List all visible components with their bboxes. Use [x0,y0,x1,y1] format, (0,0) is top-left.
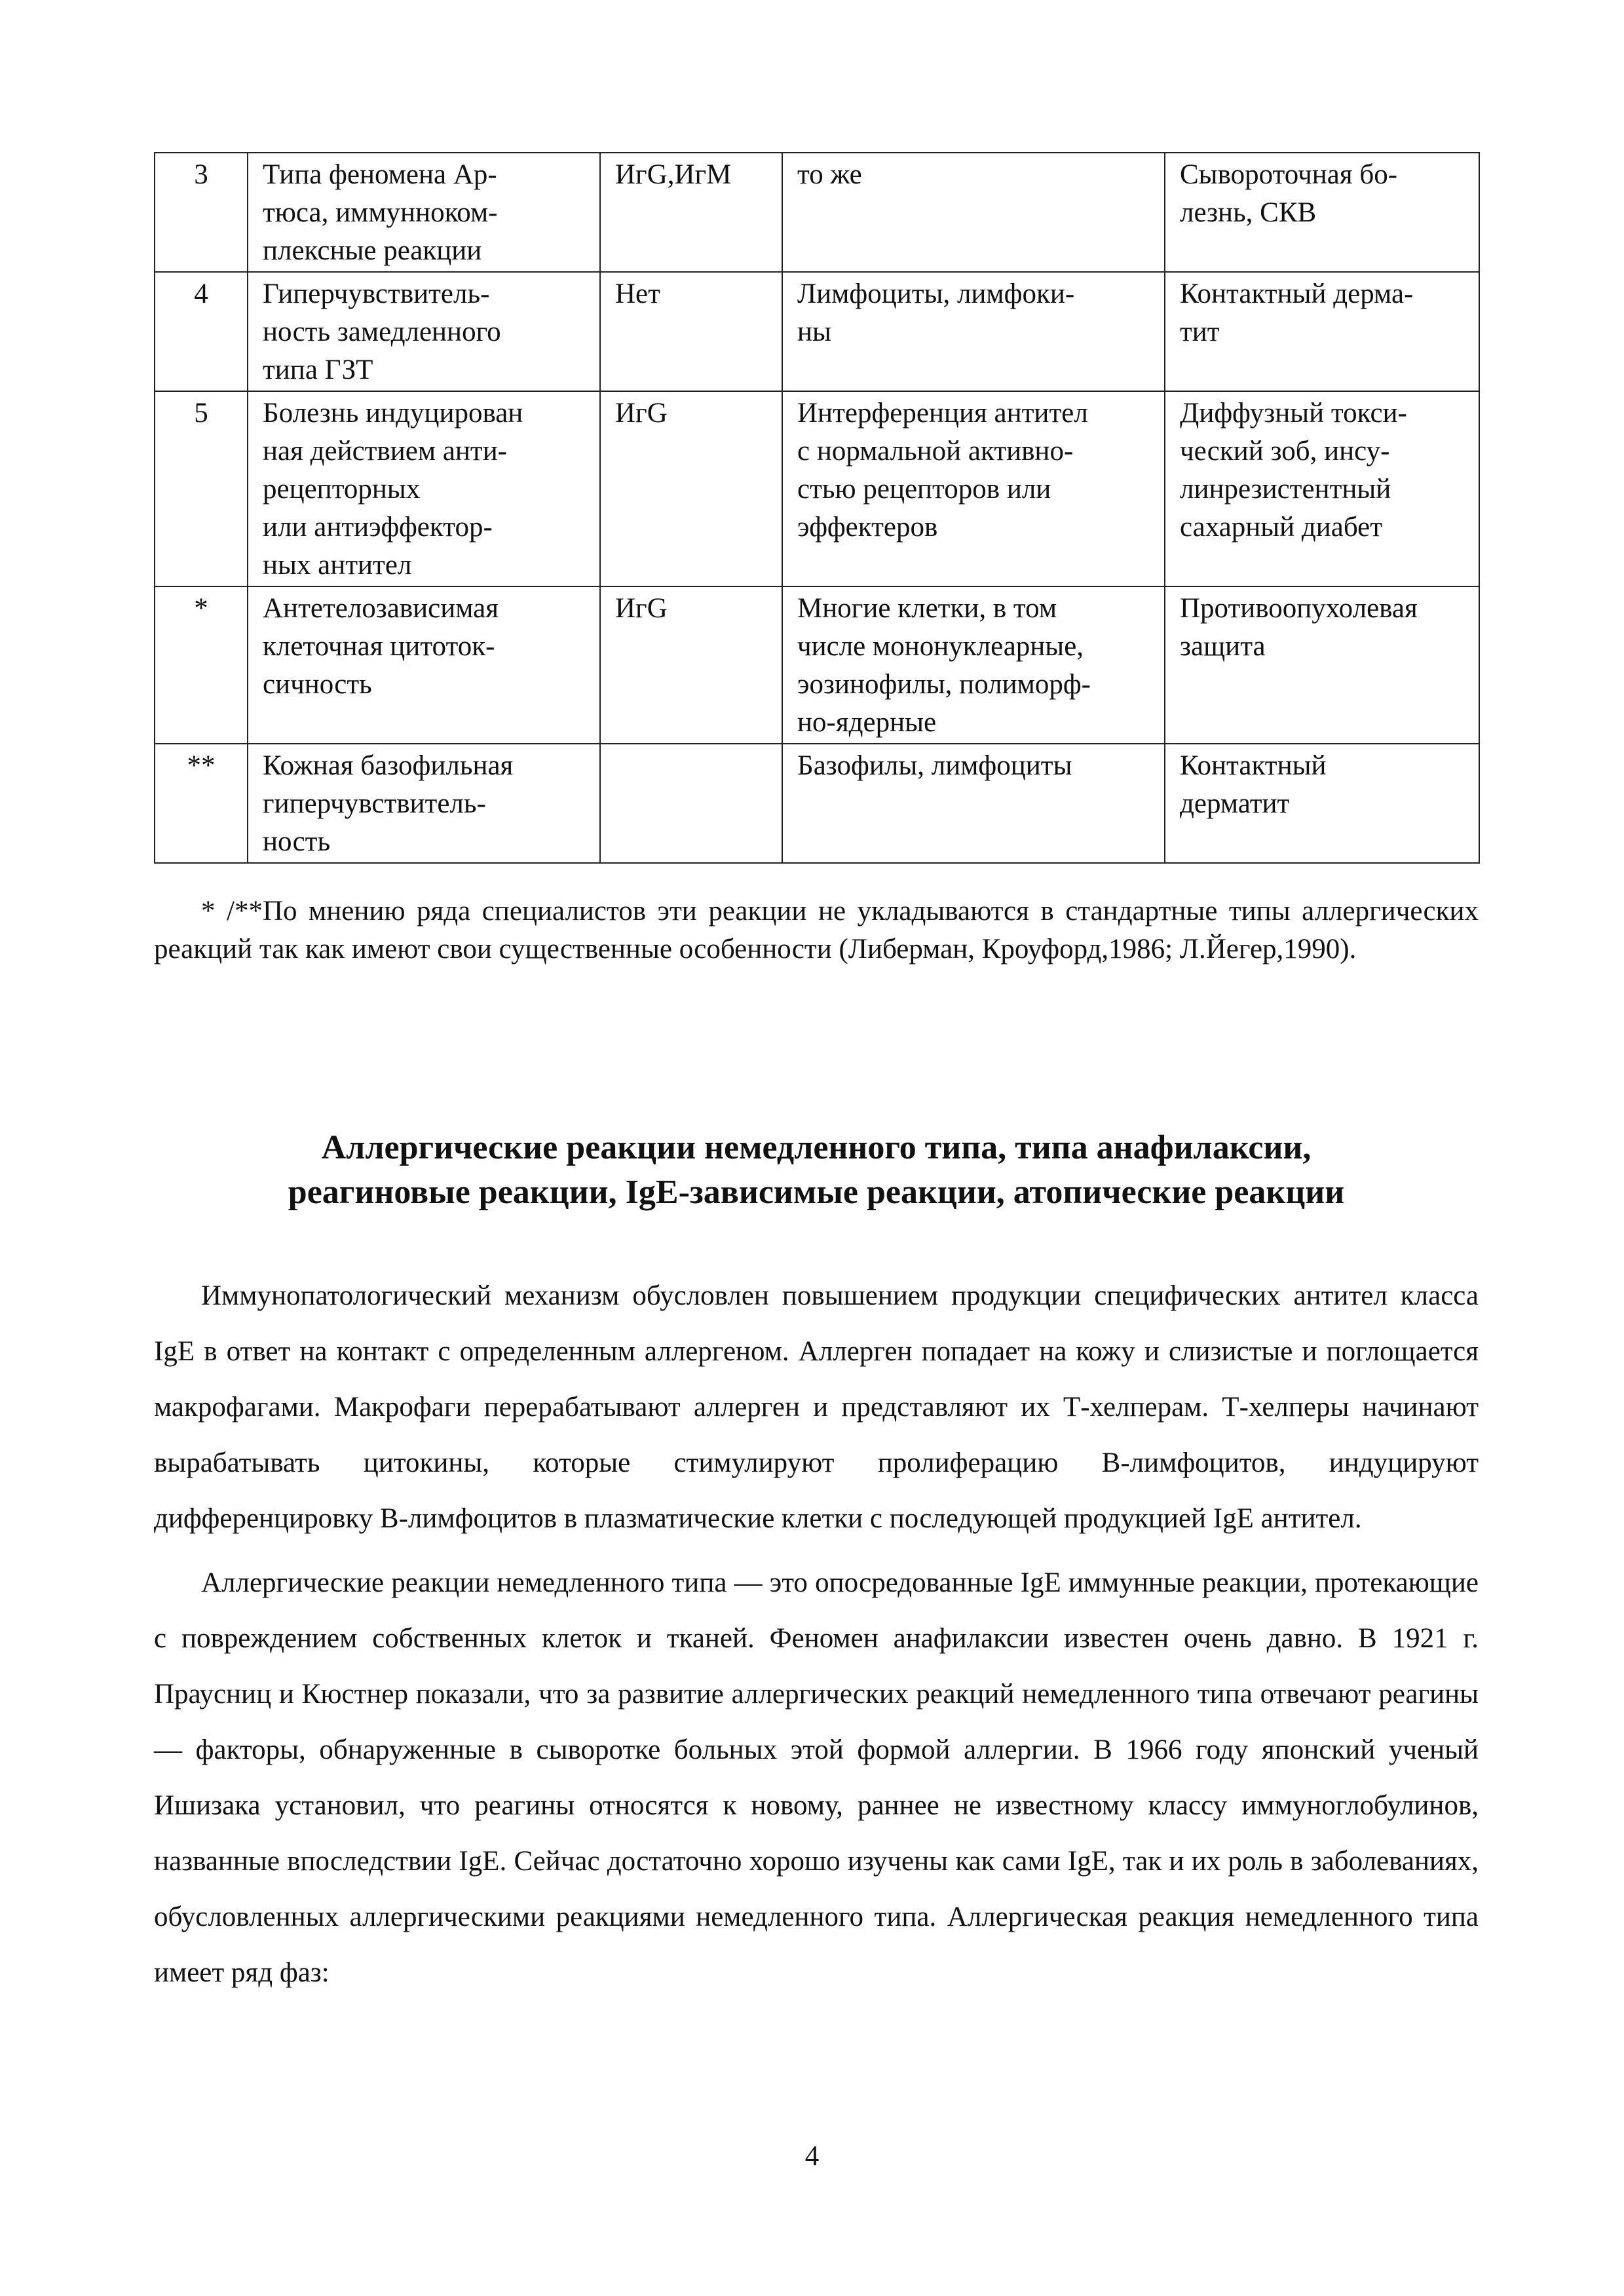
reaction-type-cell: Типа феномена Ар- тюса, иммунноком- плексные реакции [248,153,600,272]
antibody-cell: ИгG,ИгМ [600,153,782,272]
allergy-types-table-container [154,152,1479,864]
table-row [155,391,1479,586]
mechanism-cell: Интерференция антител с нормальной активно- стью рецепторов или эффектеров [782,391,1165,586]
paragraph: Иммунопатологический механизм обусловлен повышением продукции специфических антител класса IgE в ответ на контакт с определенным аллергеном. Аллерген попадает на кожу и слизистые и поглощается макрофагами. Макрофаги перерабатывают аллерген и представляют их Т-хелперам. Т-хелперы начинают вырабатывать цитокины, которые стимулируют пролиферацию В-лимфоцитов, индуцируют дифференцировку В-лимфоцитов в плазматические клетки с последующей продукцией IgE антител. [154,1280,1479,1534]
clinical-examples-cell: Контактный дерматит [1165,744,1479,863]
antibody-cell: Нет [600,272,782,391]
clinical-examples-cell: Диффузный токси- ческий зоб, инсу- линрезистентный сахарный диабет [1165,391,1479,586]
clinical-examples-cell: Контактный дерма- тит [1165,272,1479,391]
clinical-examples-cell: Сывороточная бо- лезнь, СКВ [1165,153,1479,272]
mechanism-cell: Лимфоциты, лимфоки- ны [782,272,1165,391]
section-title: Аллергические реакции немедленного типа, типа анафилаксии, реагиновые реакции, IgE-зависимые реакции, атопические реакции [288,1129,1345,1211]
mechanism-cell: Многие клетки, в том числе мононуклеарные, эозинофилы, полиморф- но-ядерные [782,586,1165,744]
allergy-types-table [154,152,1480,864]
page-number: 4 [804,2141,820,2172]
reaction-type-cell: Антетелозависимая клеточная цитоток- сичность [248,586,600,744]
table-row [155,153,1479,272]
antibody-cell: ИгG [600,391,782,586]
reaction-type-cell: Гиперчувствитель- ность замедленного типа ГЗТ [248,272,600,391]
row-number-cell: 5 [155,391,248,586]
antibody-cell [600,744,782,863]
table-row [155,272,1479,391]
row-number-cell: ** [155,744,248,863]
row-number-cell: 3 [155,153,248,272]
clinical-examples-cell: Противоопухолевая защита [1165,586,1479,744]
row-number-cell: * [155,586,248,744]
reaction-type-cell: Болезнь индуцирован ная действием анти- рецепторных или антиэффектор- ных антител [248,391,600,586]
row-number-cell: 4 [155,272,248,391]
table-row [155,586,1479,744]
table-footnote: * /**По мнению ряда специалистов эти реакции не укладываются в стандартные типы аллергических реакций так как имеют свои существенные особенности (Либерман, Кроуфорд,1986; Л.Йегер,1990). [154,896,1479,965]
reaction-type-cell: Кожная базофильная гиперчувствитель- ность [248,744,600,863]
mechanism-cell: то же [782,153,1165,272]
body-text [154,1268,1479,2009]
antibody-cell: ИгG [600,586,782,744]
table-row [155,744,1479,863]
paragraph: Аллергические реакции немедленного типа — это опосредованные IgE иммунные реакции, протекающие с повреждением собственных клеток и тканей. Феномен анафилаксии известен очень давно. В 1921 г. Праусниц и Кюстнер показали, что за развитие аллергических реакций немедленного типа отвечают реагины — факторы, обнаруженные в сыворотке больных этой формой аллергии. В 1966 году японский ученый Ишизака установил, что реагины относятся к новому, раннее не известному классу иммуноглобулинов, названные впоследствии IgE. Сейчас достаточно хорошо изучены как сами IgE, так и их роль в заболеваниях, обусловленных аллергическими реакциями немедленного типа. Аллергическая реакция немедленного типа имеет ряд фаз: [154,1567,1479,1988]
mechanism-cell: Базофилы, лимфоциты [782,744,1165,863]
